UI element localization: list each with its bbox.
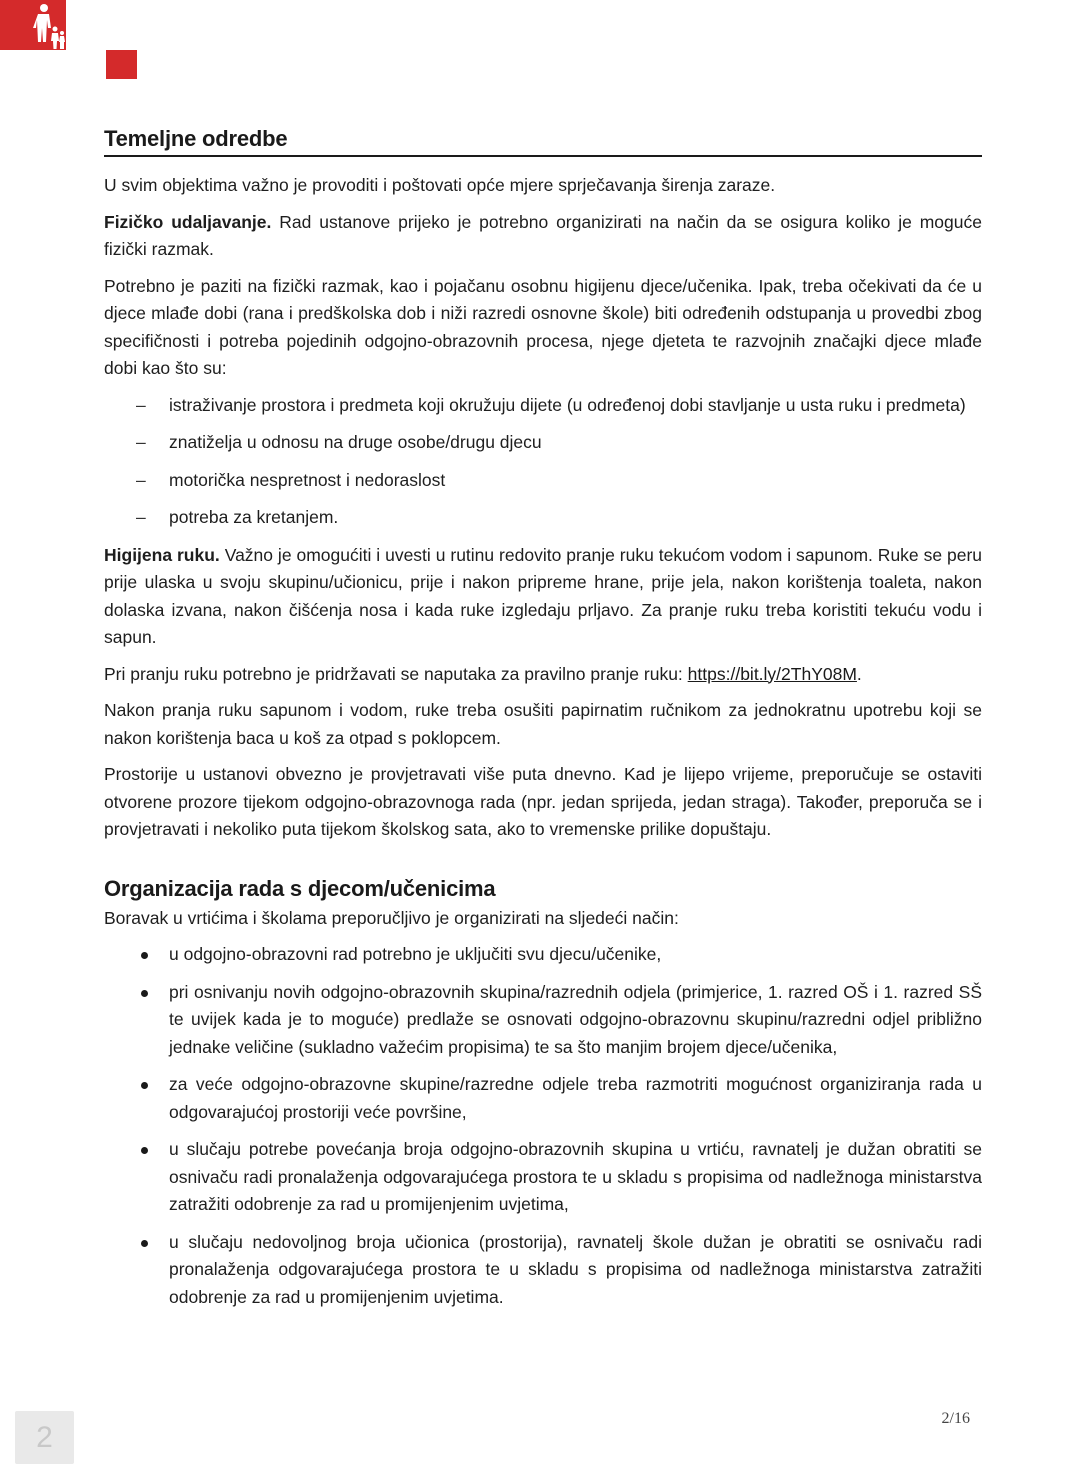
list-item: – motorička nespretnost i nedoraslost <box>104 467 982 495</box>
instructions-paragraph <box>104 661 982 689</box>
page-number: 2/16 <box>941 1410 970 1427</box>
logo-square <box>106 50 137 79</box>
instructions-text: Pri pranju ruku potrebno je pridržavati se naputaka za pravilno pranje ruku: <box>104 663 688 684</box>
list-item: u slučaju potrebe povećanja broja odgojno-obrazovnih skupina u vrtiću, ravnatelj je dužan obratiti se osnivaču radi pronalaženja odgovarajućega prostora te u skladu s propisima od nadležnoga ministarstva zatražiti odobrenje za rad u promijenjenim uvjetima, <box>104 1136 982 1219</box>
intro-paragraph: U svim objektima važno je provoditi i poštovati opće mjere sprječavanja širenja zaraze. <box>104 175 776 195</box>
organization-list <box>104 941 982 1311</box>
hygiene-paragraph <box>104 542 982 652</box>
distancing-label: Fizičko udaljavanje. <box>104 211 272 232</box>
list-item: – potreba za kretanjem. <box>104 504 982 532</box>
handwashing-link[interactable]: https://bit.ly/2ThY08M <box>687 663 857 684</box>
list-item: pri osnivanju novih odgojno-obrazovnih skupina/razrednih odjela (primjerice, 1. razred OŠ i 1. razred SŠ te uvijek kada je to moguće) predlaže se osnovati odgojno-obrazovnu skupinu/razredni odjel približno jednake veličine (sukladno važećim propisima) te sa što manjim brojem djece/učenika, <box>104 979 982 1062</box>
list-item: u slučaju nedovoljnog broja učionica (prostorija), ravnatelj škole dužan je obratiti se osnivaču radi pronalaženja odgovarajućega prostora te u skladu s propisima od nadležnoga ministarstva zatražiti odobrenje za rad u promijenjenim uvjetima. <box>104 1229 982 1312</box>
section-title-basic-provisions: Temeljne odredbe <box>104 126 982 157</box>
section-title-organization: Organizacija rada s djecom/učenicima <box>104 875 496 901</box>
children-paragraph: Potrebno je paziti na fizički razmak, kao i pojačanu osobnu higijenu djece/učenika. Ipak, treba očekivati da će u djece mlađe dobi (rana i predškolska dob i niži razredi osnovne škole) biti određenih odstupanja u provedbi zbog specifičnosti i potreba pojedinih odgojno-obrazovnih procesa, njege djeteta te razvojnih značajki djece mlađe dobi kao što su: <box>104 275 982 378</box>
logo-banner <box>0 0 66 50</box>
organization-intro: Boravak u vrtićima i školama preporučljivo je organizirati na sljedeći način: <box>104 907 679 928</box>
people-logo-icon <box>0 0 66 50</box>
drying-paragraph: Nakon pranja ruku sapunom i vodom, ruke treba osušiti papirnatim ručnikom za jednokratnu upotrebu koji se nakon korištenja baca u koš za otpad s poklopcem. <box>104 700 982 748</box>
distancing-paragraph <box>104 209 982 264</box>
list-item: u odgojno-obrazovni rad potrebno je uključiti svu djecu/učenike, <box>104 941 982 969</box>
list-item: – znatiželja u odnosu na druge osobe/drugu djecu <box>104 429 982 457</box>
instructions-end: . <box>856 663 862 684</box>
development-list <box>104 392 982 532</box>
page-badge[interactable]: 2 <box>15 1411 74 1464</box>
list-item: – istraživanje prostora i predmeta koji okružuju dijete (u određenoj dobi stavljanje u usta ruku i predmeta) <box>104 392 982 420</box>
hygiene-text: Važno je omogućiti i uvesti u rutinu redovito pranje ruku tekućom vodom i sapunom. Ruke se peru prije ulaska u svoju skupinu/učionicu, prije i nakon pripreme hrane, prije jela, nakon korištenja toaleta, nakon dolaska izvana, nakon čišćenja nosa i kada ruke izgledaju prljavo. Za pranje ruku treba koristiti tekuću vodu i sapun. <box>104 544 982 647</box>
hygiene-label: Higijena ruku. <box>104 544 220 565</box>
document-body <box>104 126 982 1321</box>
distancing-text: Rad ustanove prijeko je potrebno organizirati na način da se osigura koliko je moguće fizički razmak. <box>104 211 982 259</box>
ventilation-paragraph: Prostorije u ustanovi obvezno je provjetravati više puta dnevno. Kad je lijepo vrijeme, preporučuje se ostaviti otvorene prozore tijekom odgojno-obrazovnoga rada (npr. jedan sprijeda, jedan straga). Također, preporuča se i provjetravati i nekoliko puta tijekom školskog sata, ako to vremenske prilike dopuštaju. <box>104 764 982 839</box>
list-item: za veće odgojno-obrazovne skupine/razredne odjele treba razmotriti mogućnost organiziranja rada u odgovarajućoj prostoriji veće površine, <box>104 1071 982 1126</box>
